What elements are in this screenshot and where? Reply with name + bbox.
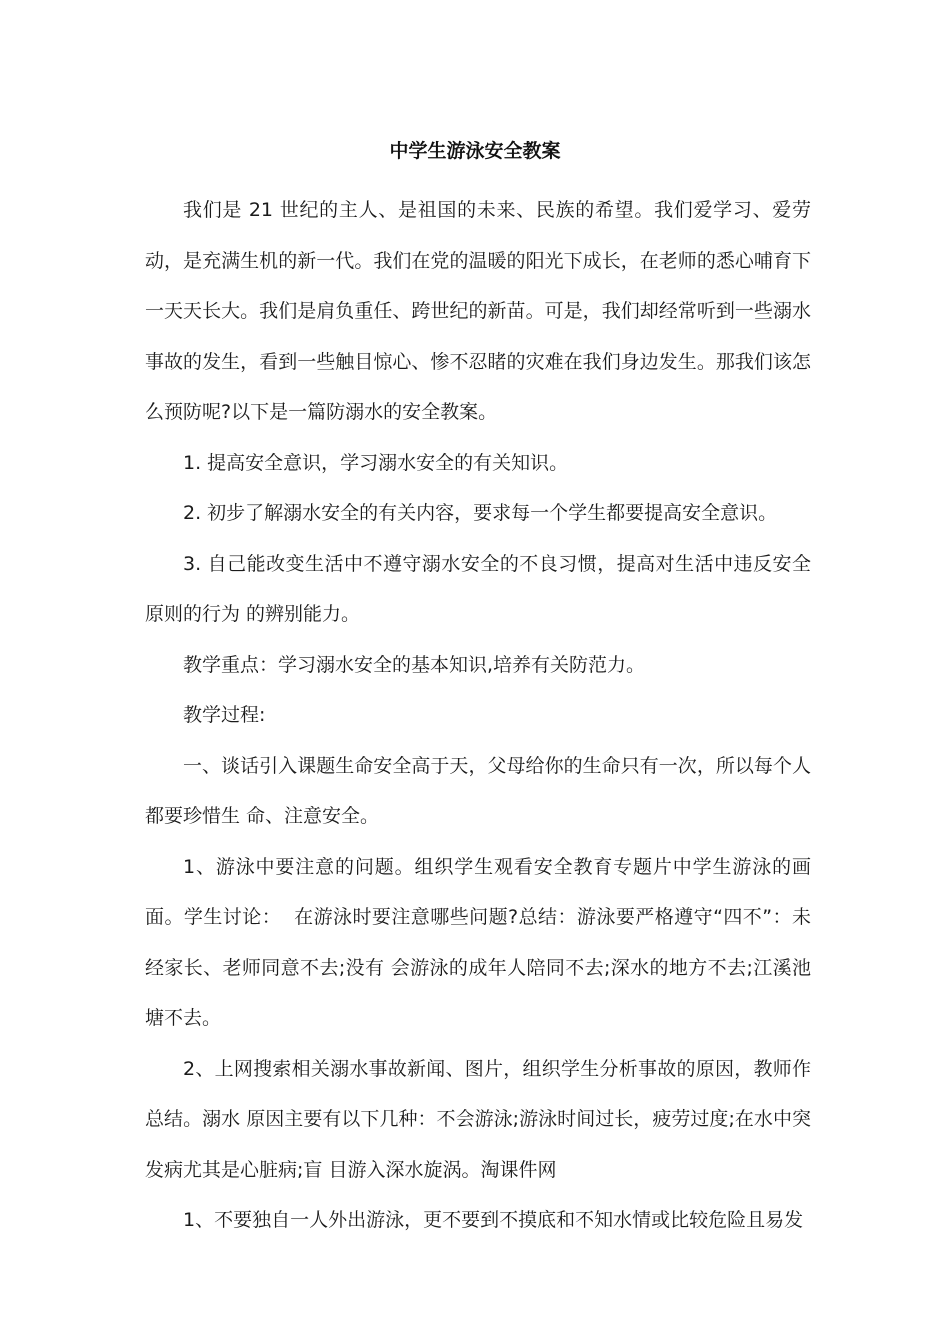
intro-paragraph: 我们是 21 世纪的主人、是祖国的未来、民族的希望。我们爱学习、爱劳动，是充满生机的新一代。我们在党的温暖的阳光下成长，在老师的悉心哺育下一天天长大。我们是肩负重任、跨世纪的新苗。可是，我们却经常听到一些溺水事故的发生，看到一些触目惊心、惨不忍睹的灾难在我们身边发生。那我们该怎么预防呢?以下是一篇防溺水的安全教案。 xyxy=(145,199,811,423)
teaching-process-heading: 教学过程: xyxy=(183,704,266,726)
objective-1: 1. 提高安全意识，学习溺水安全的有关知识。 xyxy=(183,451,569,474)
objective-3: 3. 自己能改变生活中不遵守溺水安全的不良习惯，提高对生活中违反安全原则的行为 的辨别能力。 xyxy=(145,552,811,625)
objective-2: 2. 初步了解溺水安全的有关内容，要求每一个学生都要提高安全意识。 xyxy=(183,502,778,524)
safety-rule-1: 1、不要独自一人外出游泳，更不要到不摸底和不知水情或比较危险且易发 xyxy=(183,1209,804,1231)
document-body xyxy=(145,185,811,1246)
accident-analysis-paragraph: 2、上网搜索相关溺水事故新闻、图片，组织学生分析事故的原因，教师作总结。溺水 原因主要有以下几种：不会游泳;游泳时间过长，疲劳过度;在水中突发病尤其是心脏病;盲 目游入深水旋涡。淘课件网 xyxy=(145,1057,811,1181)
section-1-intro: 一、谈话引入课题生命安全高于天，父母给你的生命只有一次，所以每个人都要珍惜生 命、注意安全。 xyxy=(145,754,811,827)
swimming-issues-paragraph: 1、游泳中要注意的问题。组织学生观看安全教育专题片中学生游泳的画面。学生讨论： 在游泳时要注意哪些问题?总结：游泳要严格遵守“四不”：未经家长、老师同意不去;没有 会游泳的成年人陪同不去;深水的地方不去;江溪池塘不去。 xyxy=(145,855,811,1029)
document-title: 中学生游泳安全教案 xyxy=(389,140,561,162)
teaching-focus: 教学重点：学习溺水安全的基本知识,培养有关防范力。 xyxy=(183,653,646,676)
